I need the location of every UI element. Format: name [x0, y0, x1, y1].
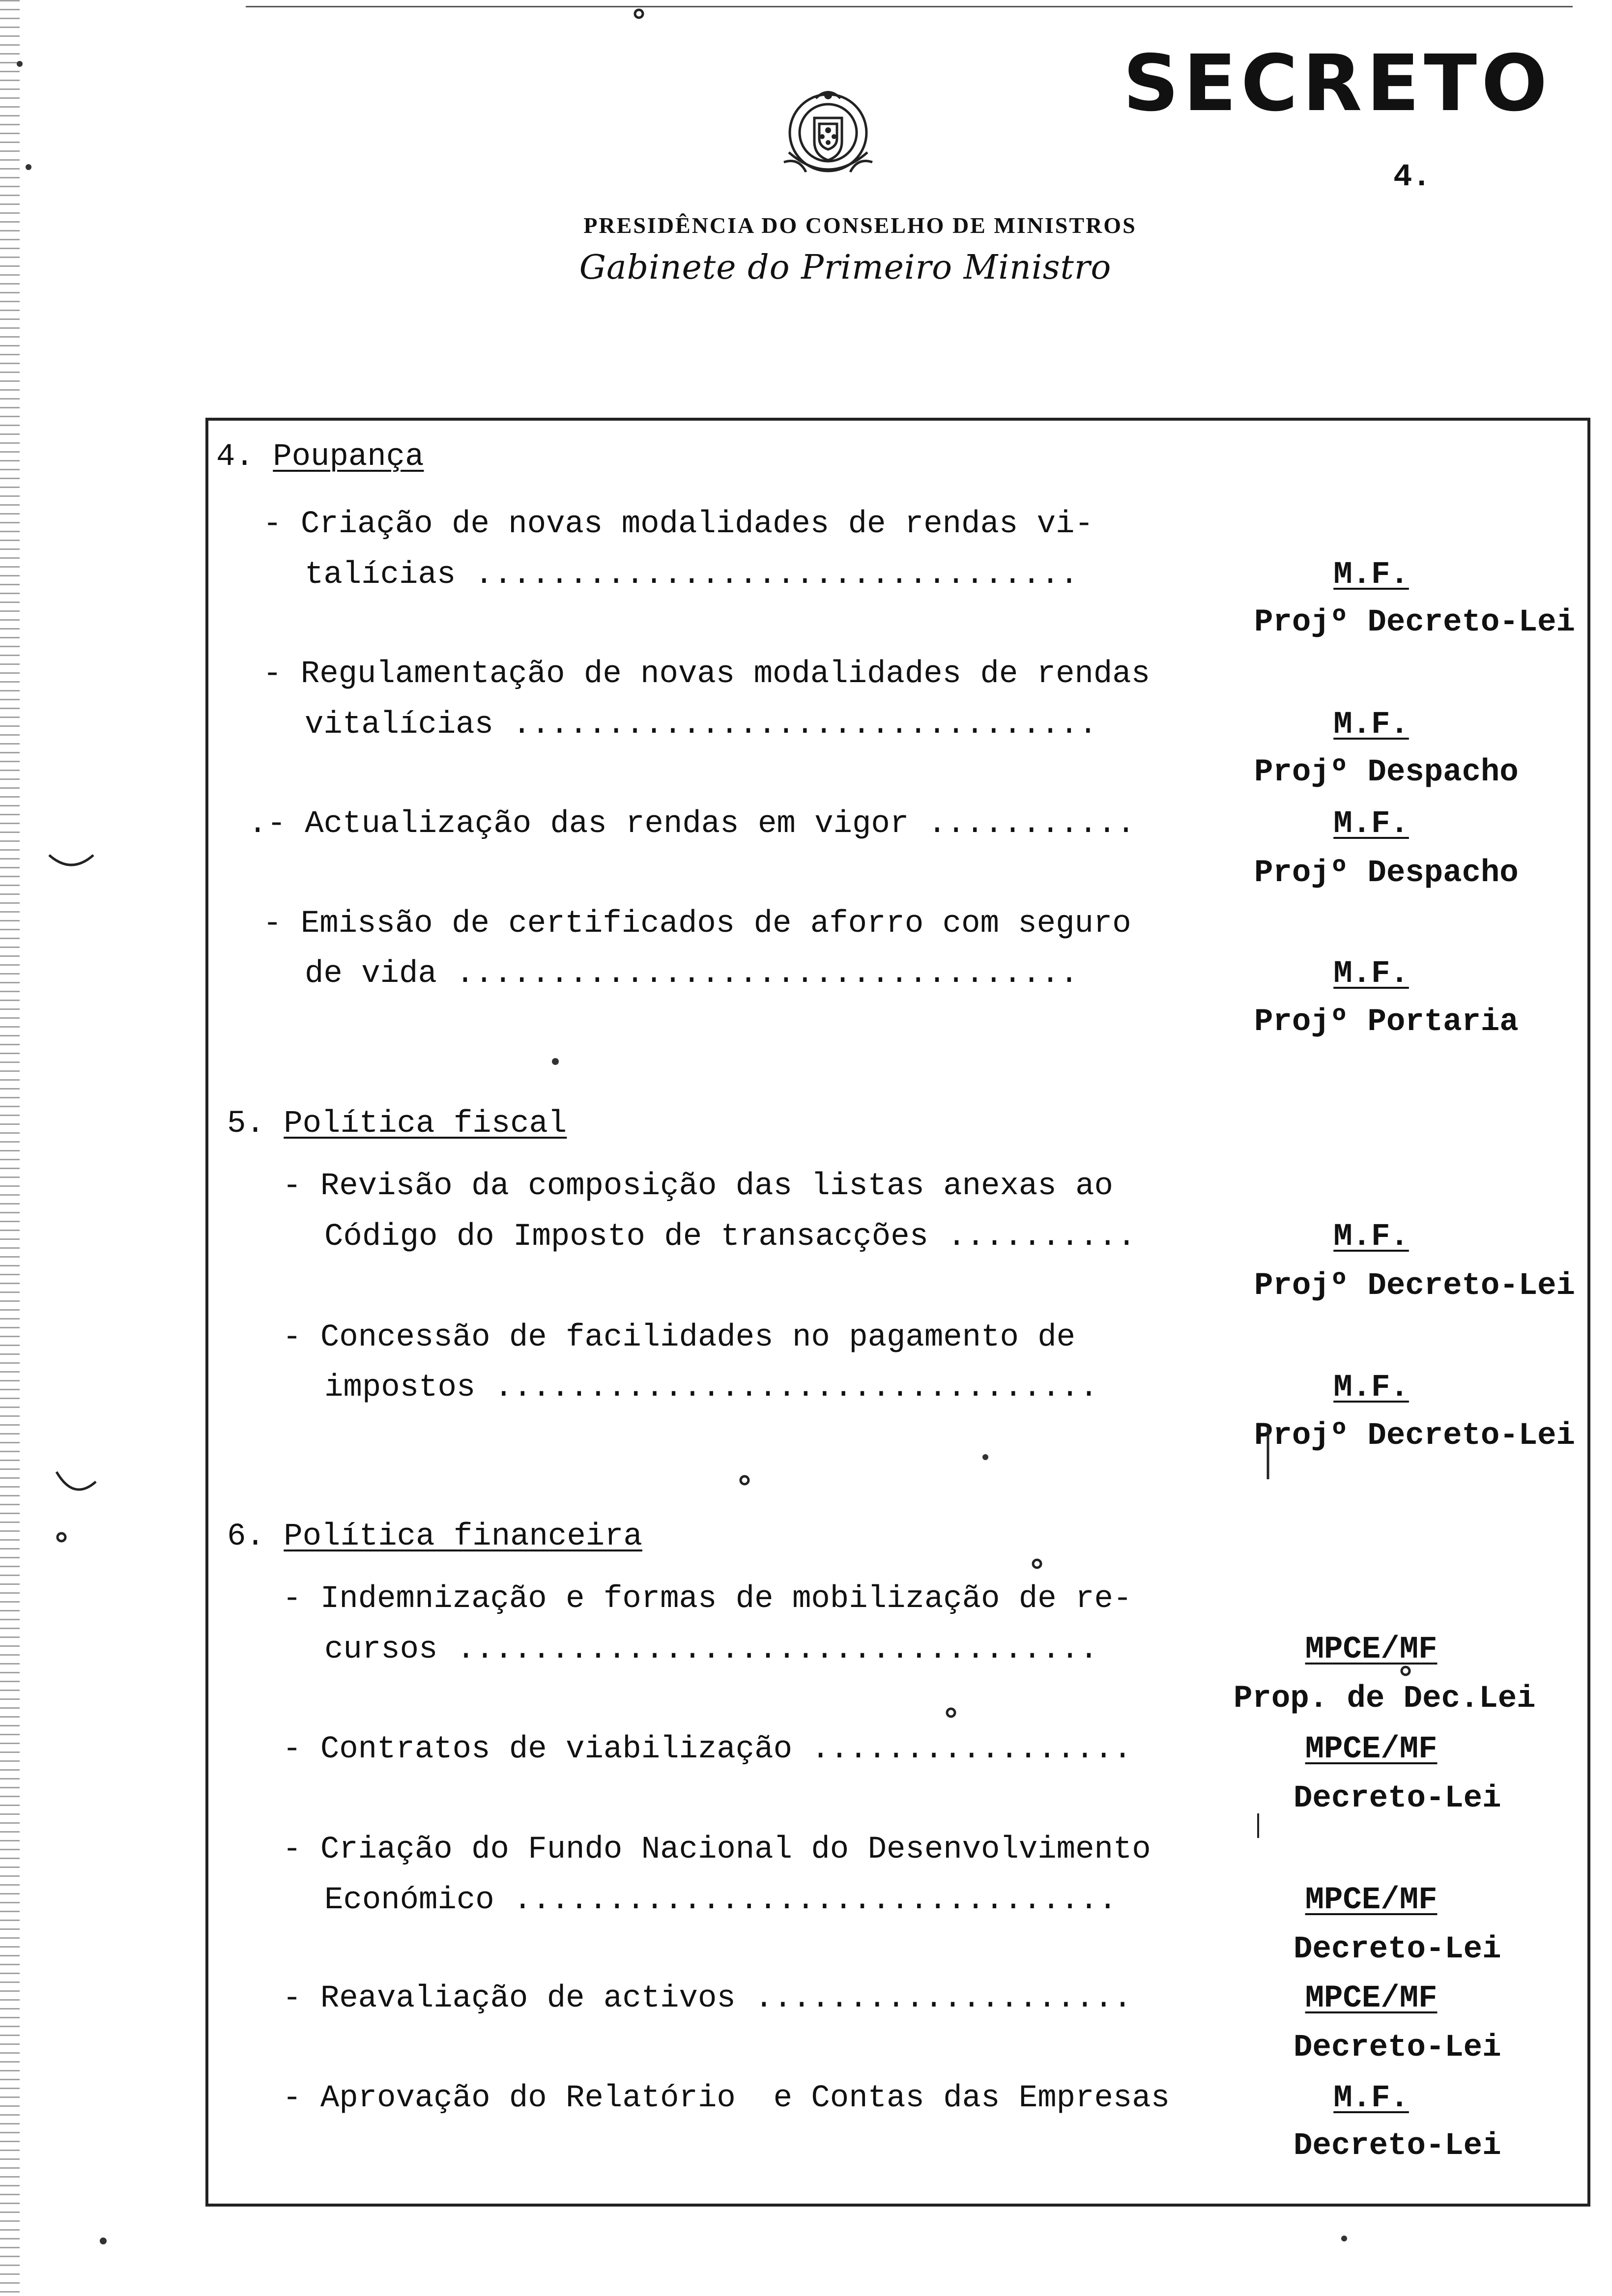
- authority-label: MPCE/MF: [1305, 1632, 1438, 1667]
- instrument-label: Projº Decreto-Lei: [1254, 1268, 1575, 1304]
- item-line: - Concessão de facilidades no pagamento de: [283, 1320, 1076, 1355]
- item-line: Código do Imposto de transacções ..........: [324, 1219, 1136, 1255]
- organization-title: PRESIDÊNCIA DO CONSELHO DE MINISTROS: [583, 213, 1137, 238]
- item-line: impostos ................................: [324, 1370, 1098, 1406]
- instrument-label: Projº Despacho: [1254, 856, 1519, 891]
- authority-label: MPCE/MF: [1305, 1732, 1438, 1767]
- item-line: - Revisão da composição das listas anexas ao: [283, 1169, 1113, 1204]
- item-line: .- Actualização das rendas em vigor ...........: [248, 806, 1136, 842]
- section-number: 6.: [227, 1519, 284, 1554]
- item-line: - Indemnização e formas de mobilização de re-: [283, 1581, 1132, 1617]
- section-number: 5.: [227, 1106, 284, 1142]
- classification-stamp: SECRETO: [1123, 38, 1552, 129]
- instrument-label: Projº Decreto-Lei: [1254, 605, 1575, 640]
- instrument-label: Decreto-Lei: [1294, 2128, 1501, 2164]
- section-title: Política fiscal: [284, 1106, 567, 1142]
- instrument-label: Prop. de Dec.Lei: [1234, 1681, 1536, 1717]
- section-title: Política financeira: [284, 1519, 642, 1554]
- authority-label: M.F.: [1333, 557, 1409, 593]
- item-line: - Regulamentação de novas modalidades de rendas: [263, 657, 1151, 692]
- section-title: Poupança: [273, 439, 424, 475]
- instrument-label: Decreto-Lei: [1294, 1932, 1501, 1967]
- item-line: - Criação do Fundo Nacional do Desenvolvimento: [283, 1832, 1151, 1867]
- item-line: - Contratos de viabilização .................: [283, 1732, 1132, 1767]
- authority-label: M.F.: [1333, 707, 1409, 743]
- item-line: - Reavaliação de activos ....................: [283, 1981, 1132, 2016]
- item-line: Económico ................................: [324, 1883, 1118, 1918]
- authority-label: MPCE/MF: [1305, 1981, 1438, 2016]
- instrument-label: Decreto-Lei: [1294, 2030, 1501, 2066]
- authority-label: M.F.: [1333, 806, 1409, 842]
- instrument-label: Decreto-Lei: [1294, 1781, 1501, 1816]
- item-line: talícias ................................: [305, 557, 1079, 593]
- page-number: 4.: [1393, 160, 1431, 195]
- instrument-label: Projº Decreto-Lei: [1254, 1418, 1575, 1454]
- section-number: 4.: [216, 439, 273, 475]
- item-line: cursos ..................................: [324, 1632, 1098, 1667]
- item-line: - Aprovação do Relatório e Contas das Empresas: [283, 2081, 1170, 2116]
- cabinet-subtitle: Gabinete do Primeiro Ministro: [579, 248, 1112, 287]
- item-line: vitalícias ...............................: [305, 707, 1098, 743]
- instrument-label: Projº Portaria: [1254, 1004, 1519, 1040]
- item-line: - Emissão de certificados de aforro com seguro: [263, 906, 1131, 942]
- authority-label: M.F.: [1333, 1219, 1409, 1255]
- authority-label: MPCE/MF: [1305, 1883, 1438, 1918]
- item-line: - Criação de novas modalidades de rendas vi-: [263, 507, 1094, 542]
- authority-label: M.F.: [1333, 1370, 1409, 1406]
- authority-label: M.F.: [1333, 2081, 1409, 2116]
- instrument-label: Projº Despacho: [1254, 755, 1519, 790]
- authority-label: M.F.: [1333, 956, 1409, 992]
- item-line: de vida .................................: [305, 956, 1079, 992]
